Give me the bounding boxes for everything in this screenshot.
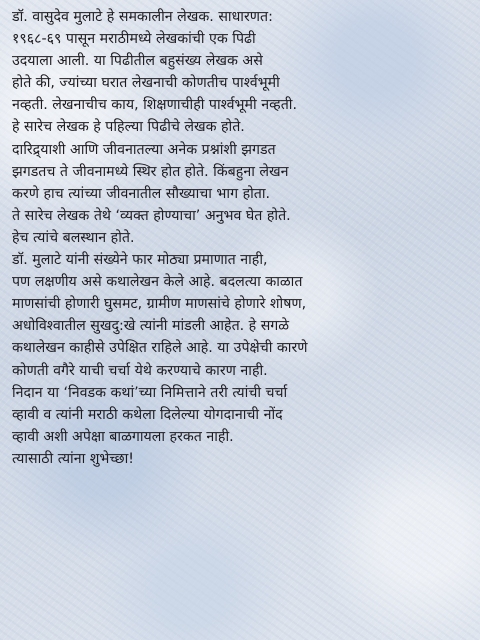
text-line: डॉ. वासुदेव मुलाटे हे समकालीन लेखक. साधारणत: xyxy=(12,9,273,25)
text-line: व्हावी अशी अपेक्षा बाळगायला हरकत नाही. xyxy=(12,428,234,445)
text-line: पण लक्षणीय असे कथालेखन केले आहे. बदलत्या काळात xyxy=(12,274,303,291)
text-line: झगडतच ते जीवनामध्ये स्थिर होत होते. किंबहुना लेखन xyxy=(12,163,289,180)
text-line: अधोविश्वातील सुखदु:खे त्यांनी मांडली आहेत. हे सगळे xyxy=(12,318,290,335)
text-line: माणसांची होणारी घुसमट, ग्रामीण माणसांचे होणारे शोषण, xyxy=(12,296,307,313)
text-line: ते सारेच लेखक तेथे ‘व्यक्त होण्याचा’ अनुभव घेत होते. xyxy=(12,207,291,224)
text-line: कथालेखन काहीसे उपेक्षित राहिले आहे. या उपेक्षेची कारणे xyxy=(12,340,308,357)
text-line: होते की, ज्यांच्या घरात लेखनाची कोणतीच पार्श्वभूमी xyxy=(12,75,280,92)
text-line: निदान या ‘निवडक कथां’च्या निमित्ताने तरी त्यांची चर्चा xyxy=(12,384,288,401)
text-line: १९६८-६९ पासून मराठीमध्ये लेखकांची एक पिढी xyxy=(12,31,256,48)
text-line: उदयाला आली. या पिढीतील बहुसंख्य लेखक असे xyxy=(12,53,263,70)
text-line: नव्हती. लेखनाचीच काय, शिक्षणाचीही पार्श्वभूमी नव्हती. xyxy=(12,97,297,114)
text-line: हे सारेच लेखक हे पहिल्या पिढीचे लेखक होते. xyxy=(12,119,245,136)
text-line: व्हावी व त्यांनी मराठी कथेला दिलेल्या योगदानाची नोंद xyxy=(12,406,283,423)
text-line: डॉ. मुलाटे यांनी संख्येने फार मोठ्या प्रमाणात नाही, xyxy=(12,252,268,269)
paragraph-intro xyxy=(12,6,470,249)
text-line: करणे हाच त्यांच्या जीवनातील सौख्याचा भाग होता. xyxy=(12,185,271,202)
paragraph-body xyxy=(12,249,470,470)
text-line: त्यासाठी त्यांना शुभेच्छा! xyxy=(12,450,134,467)
text-line: हेच त्यांचे बलस्थान होते. xyxy=(12,229,135,246)
text-line: दारिद्र्याशी आणि जीवनातल्या अनेक प्रश्नांशी झगडत xyxy=(12,141,276,158)
text-line: कोणती वगैरे याची चर्चा येथे करण्याचे कारण नाही. xyxy=(12,362,268,379)
